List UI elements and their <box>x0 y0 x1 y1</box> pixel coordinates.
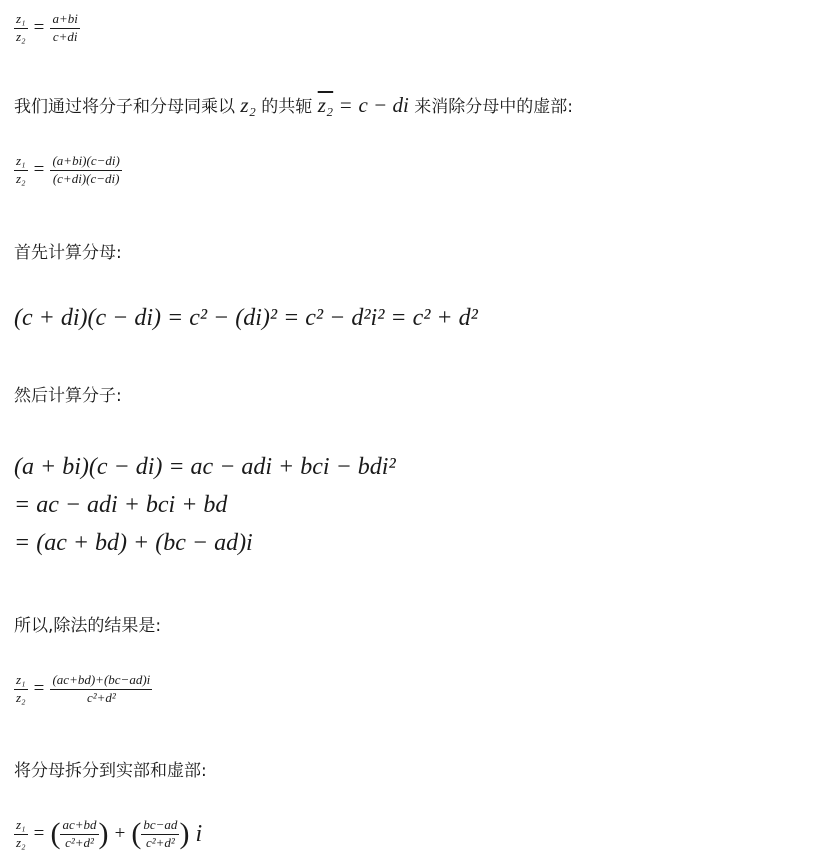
equals-sign: = <box>33 823 45 845</box>
equals-sign: = <box>33 678 45 700</box>
rhs-denominator: c²+d² <box>86 689 116 705</box>
rhs-numerator: (a+bi)(c−di) <box>50 154 121 171</box>
equation-real-imaginary-split <box>14 818 202 851</box>
paragraph-result-intro: 所以,除法的结果是: <box>14 616 162 636</box>
paragraph-conjugate-explanation <box>14 93 573 119</box>
paragraph-compute-denominator: 首先计算分母: <box>14 243 122 263</box>
left-paren: ( <box>50 817 61 851</box>
rhs-fraction <box>50 12 79 45</box>
rhs-numerator: a+bi <box>50 12 79 29</box>
numerator-line-3: = (ac + bd) + (bc − ad)i <box>14 530 253 556</box>
imaginary-part-denominator: c²+d² <box>145 834 175 850</box>
lhs-numerator: z₁ <box>14 12 28 29</box>
paragraph-compute-numerator: 然后计算分子: <box>14 386 122 406</box>
math-conjugate-rhs: c − di <box>358 93 409 117</box>
lhs-numerator: z₁ <box>14 154 28 171</box>
math-conjugate: z₂ <box>317 93 334 117</box>
paragraph-text: 我们通过将分子和分母同乘以 <box>14 97 241 117</box>
equation-denominator: (c + di)(c − di) = c² − (di)² = c² − d²i² = c² + d² <box>14 305 478 331</box>
numerator-line-2: = ac − adi + bci + bd <box>14 492 228 518</box>
equals-sign: = <box>339 93 352 117</box>
lhs-denominator: z₂ <box>16 28 26 44</box>
right-paren: ) <box>179 817 190 851</box>
lhs-fraction <box>14 154 28 187</box>
paragraph-text: 来消除分母中的虚部: <box>408 97 573 117</box>
rhs-fraction <box>50 154 121 187</box>
plus-sign: + <box>114 823 126 845</box>
lhs-numerator: z₁ <box>14 818 28 835</box>
lhs-denominator: z₂ <box>16 689 26 705</box>
left-paren: ( <box>131 817 142 851</box>
imaginary-part-fraction <box>141 818 179 851</box>
lhs-fraction <box>14 12 28 45</box>
rhs-fraction <box>50 673 152 706</box>
equation-numerator <box>14 448 396 562</box>
paragraph-text: 的共轭 <box>255 97 318 117</box>
lhs-fraction <box>14 818 28 851</box>
real-part-denominator: c²+d² <box>65 834 94 850</box>
numerator-line-1: (a + bi)(c − di) = ac − adi + bci − bdi² <box>14 454 396 480</box>
equation-quotient-definition <box>14 12 80 45</box>
rhs-numerator: (ac+bd)+(bc−ad)i <box>50 673 152 690</box>
imaginary-part-numerator: bc−ad <box>141 818 179 835</box>
equals-sign: = <box>33 17 45 39</box>
lhs-denominator: z₂ <box>16 834 26 850</box>
equals-sign: = <box>33 159 45 181</box>
right-paren: ) <box>98 817 109 851</box>
equation-division-result <box>14 673 152 706</box>
real-part-fraction <box>60 818 98 851</box>
paragraph-split-parts: 将分母拆分到实部和虚部: <box>14 761 207 781</box>
real-part-numerator: ac+bd <box>60 818 98 835</box>
lhs-denominator: z₂ <box>16 170 26 186</box>
lhs-numerator: z₁ <box>14 673 28 690</box>
lhs-fraction <box>14 673 28 706</box>
equation-multiply-conjugate <box>14 154 122 187</box>
rhs-denominator: (c+di)(c−di) <box>52 170 120 186</box>
rhs-denominator: c+di <box>52 28 78 44</box>
imaginary-unit: i <box>195 820 203 847</box>
math-z2: z₂ <box>240 93 256 117</box>
